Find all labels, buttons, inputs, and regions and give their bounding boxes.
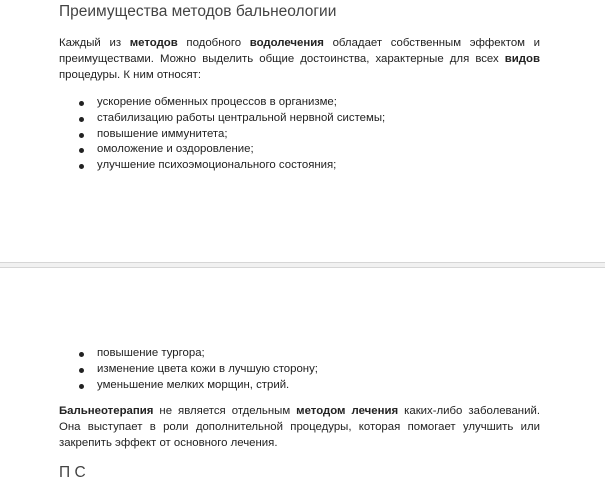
list-item: стабилизацию работы центральной нервной системы; [79,111,385,127]
bold-term-treatment-method: методом лечения [296,405,399,417]
bullet-icon [79,368,84,373]
bullet-icon [79,133,84,138]
bold-term-hydrotherapy: водолечения [249,37,324,49]
list-item: повышение тургора; [79,346,318,362]
list-item: повышение иммунитета; [79,127,385,143]
list-item: улучшение психоэмоционального состояния; [79,158,385,174]
section-heading: Преимущества методов бальнеологии [59,3,337,20]
list-item: омоложение и оздоровление; [79,142,385,158]
intro-paragraph: Каждый из методов подобного водолечения обладает собственным эффектом и преимуществами. Можно выделить общие достоинства, характерные для всех видов процедуры. К ним относят: [59,37,541,81]
document-page-2 [0,268,605,481]
bold-term-balneotherapy: Бальнеотерапия [59,405,154,417]
bullet-icon [79,352,84,357]
bold-term-types: видов [504,52,540,65]
benefits-list-continued [79,346,318,393]
list-item: уменьшение мелких морщин, стрий. [79,378,318,394]
balneotherapy-note: Бальнеотерапия не является отдельным методом лечения каких-либо заболеваний. Она выступает в роли дополнительной процедуры, которая помогает улучшить или закрепить эффект от основного лечения. [59,405,540,449]
bullet-icon [79,164,84,169]
bullet-icon [79,384,84,389]
bold-term-methods: методов [129,37,178,49]
list-item: ускорение обменных процессов в организме; [79,95,385,111]
bullet-icon [79,148,84,153]
next-section-heading-cut: П С [59,464,86,481]
benefits-list [79,95,385,174]
list-item: изменение цвета кожи в лучшую сторону; [79,362,318,378]
bullet-icon [79,101,84,106]
bullet-icon [79,117,84,122]
